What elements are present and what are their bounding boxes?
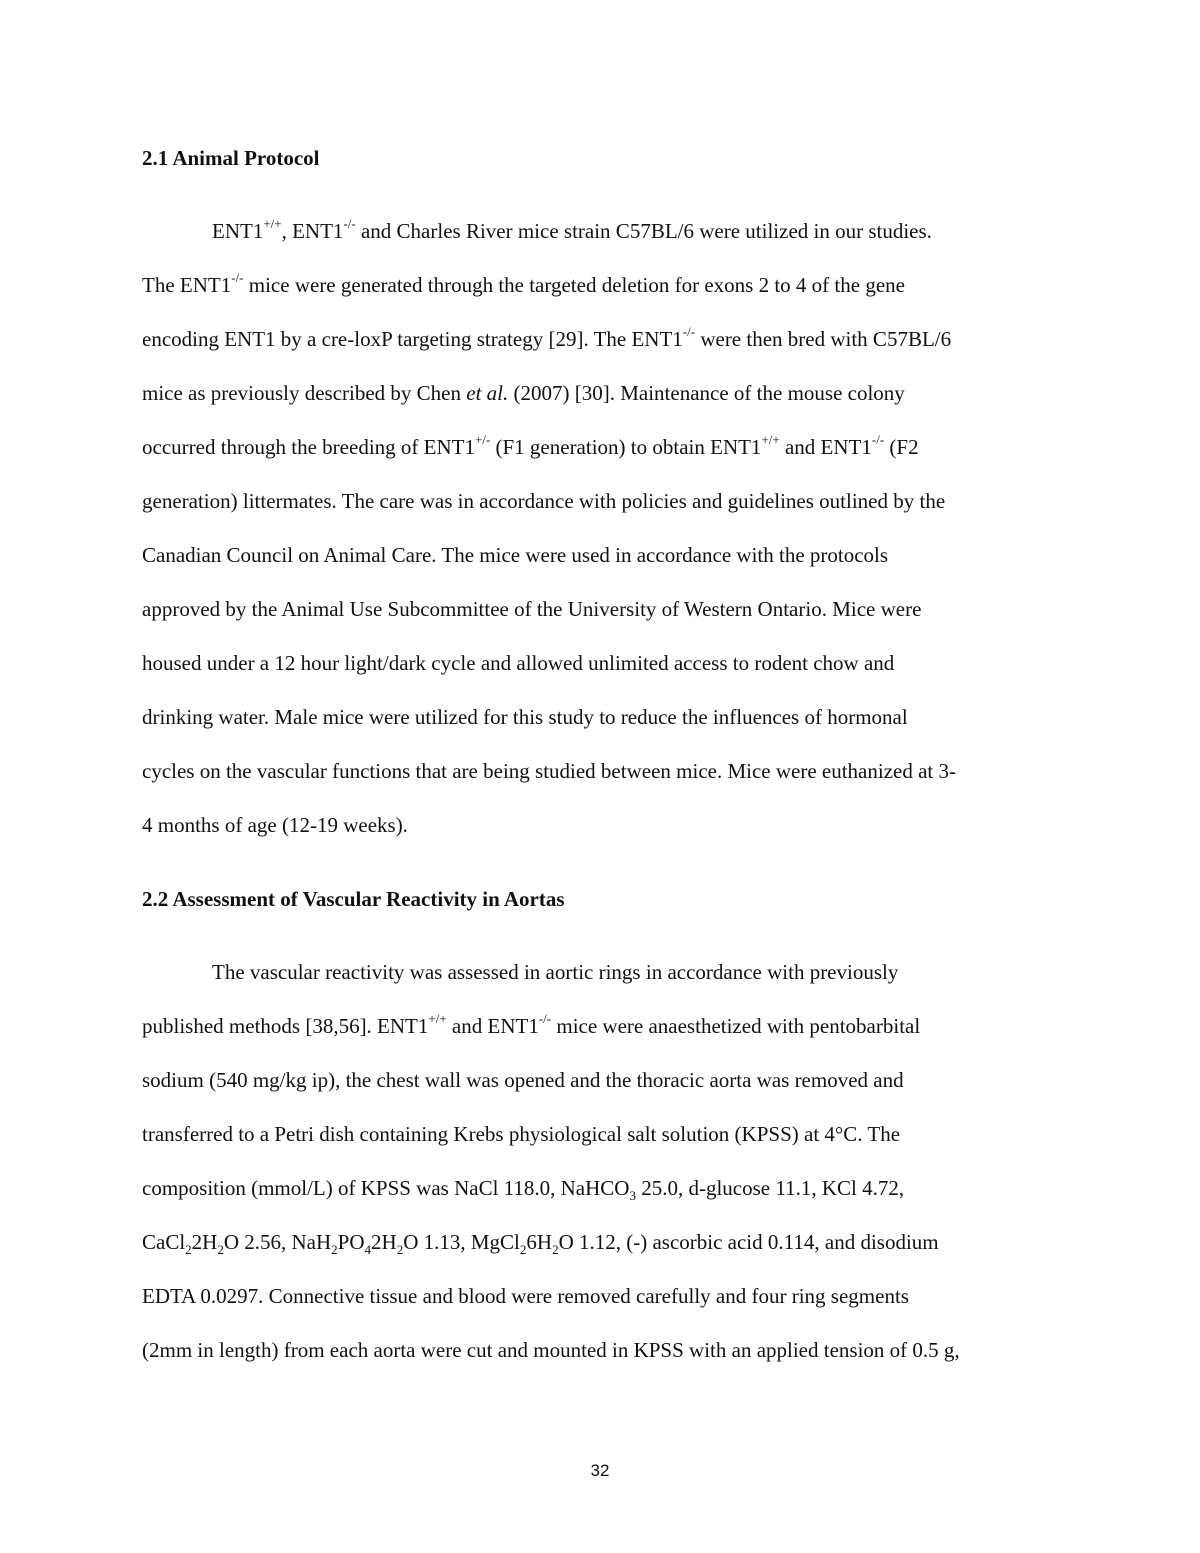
text-line: ENT1+/+, ENT1-/- and Charles River mice strain C57BL/6 were utilized in our studies. xyxy=(212,216,932,243)
heading-animal-protocol: 2.1 Animal Protocol xyxy=(142,146,320,170)
text-line: The ENT1-/- mice were generated through the targeted deletion for exons 2 to 4 of the gene xyxy=(142,270,905,297)
text-line: occurred through the breeding of ENT1+/- (F1 generation) to obtain ENT1+/+ and ENT1-/- (F2 xyxy=(142,432,919,459)
text-line: cycles on the vascular functions that are being studied between mice. Mice were euthanized at 3- xyxy=(142,759,957,783)
text-line: (2mm in length) from each aorta were cut and mounted in KPSS with an applied tension of 0.5 g, xyxy=(142,1338,960,1362)
text-line: generation) littermates. The care was in accordance with policies and guidelines outlined by the xyxy=(142,489,946,513)
text-line: published methods [38,56]. ENT1+/+ and ENT1-/- mice were anaesthetized with pentobarbital xyxy=(142,1011,921,1038)
page-number: 32 xyxy=(590,1461,610,1480)
text-line: $CaCl_22H_2O$ 2.56, $NaH_2PO_42H_2O$ 1.13, $MgCl_26H_2O$ 1.12, (-) ascorbic acid 0.114, and disodium xyxy=(142,1230,939,1258)
text-line: mice as previously described by Chen et al. (2007) [30]. Maintenance of the mouse colony xyxy=(142,381,905,405)
text-line: sodium (540 mg/kg ip), the chest wall was opened and the thoracic aorta was removed and xyxy=(142,1068,904,1092)
text-line: approved by the Animal Use Subcommittee of the University of Western Ontario. Mice were xyxy=(142,597,922,621)
text-line: transferred to a Petri dish containing Krebs physiological salt solution (KPSS) at 4°C. The xyxy=(142,1122,901,1146)
text-line: EDTA 0.0297. Connective tissue and blood were removed carefully and four ring segments xyxy=(142,1284,909,1308)
text-line: 4 months of age (12-19 weeks). xyxy=(142,813,408,837)
text-line: The vascular reactivity was assessed in aortic rings in accordance with previously xyxy=(212,960,899,984)
heading-vascular-reactivity: 2.2 Assessment of Vascular Reactivity in Aortas xyxy=(142,887,565,911)
text-line: drinking water. Male mice were utilized for this study to reduce the influences of hormonal xyxy=(142,705,908,729)
text-line: Canadian Council on Animal Care. The mice were used in accordance with the protocols xyxy=(142,543,889,567)
text-line: housed under a 12 hour light/dark cycle and allowed unlimited access to rodent chow and xyxy=(142,651,895,675)
text-line: composition (mmol/L) of KPSS was NaCl 118.0, NaHCO$_3$ 25.0, d-glucose 11.1, KCl 4.72, xyxy=(142,1176,905,1204)
text-line: encoding ENT1 by a cre-loxP targeting strategy [29]. The ENT1-/- were then bred with C57BL/6 xyxy=(142,324,952,351)
